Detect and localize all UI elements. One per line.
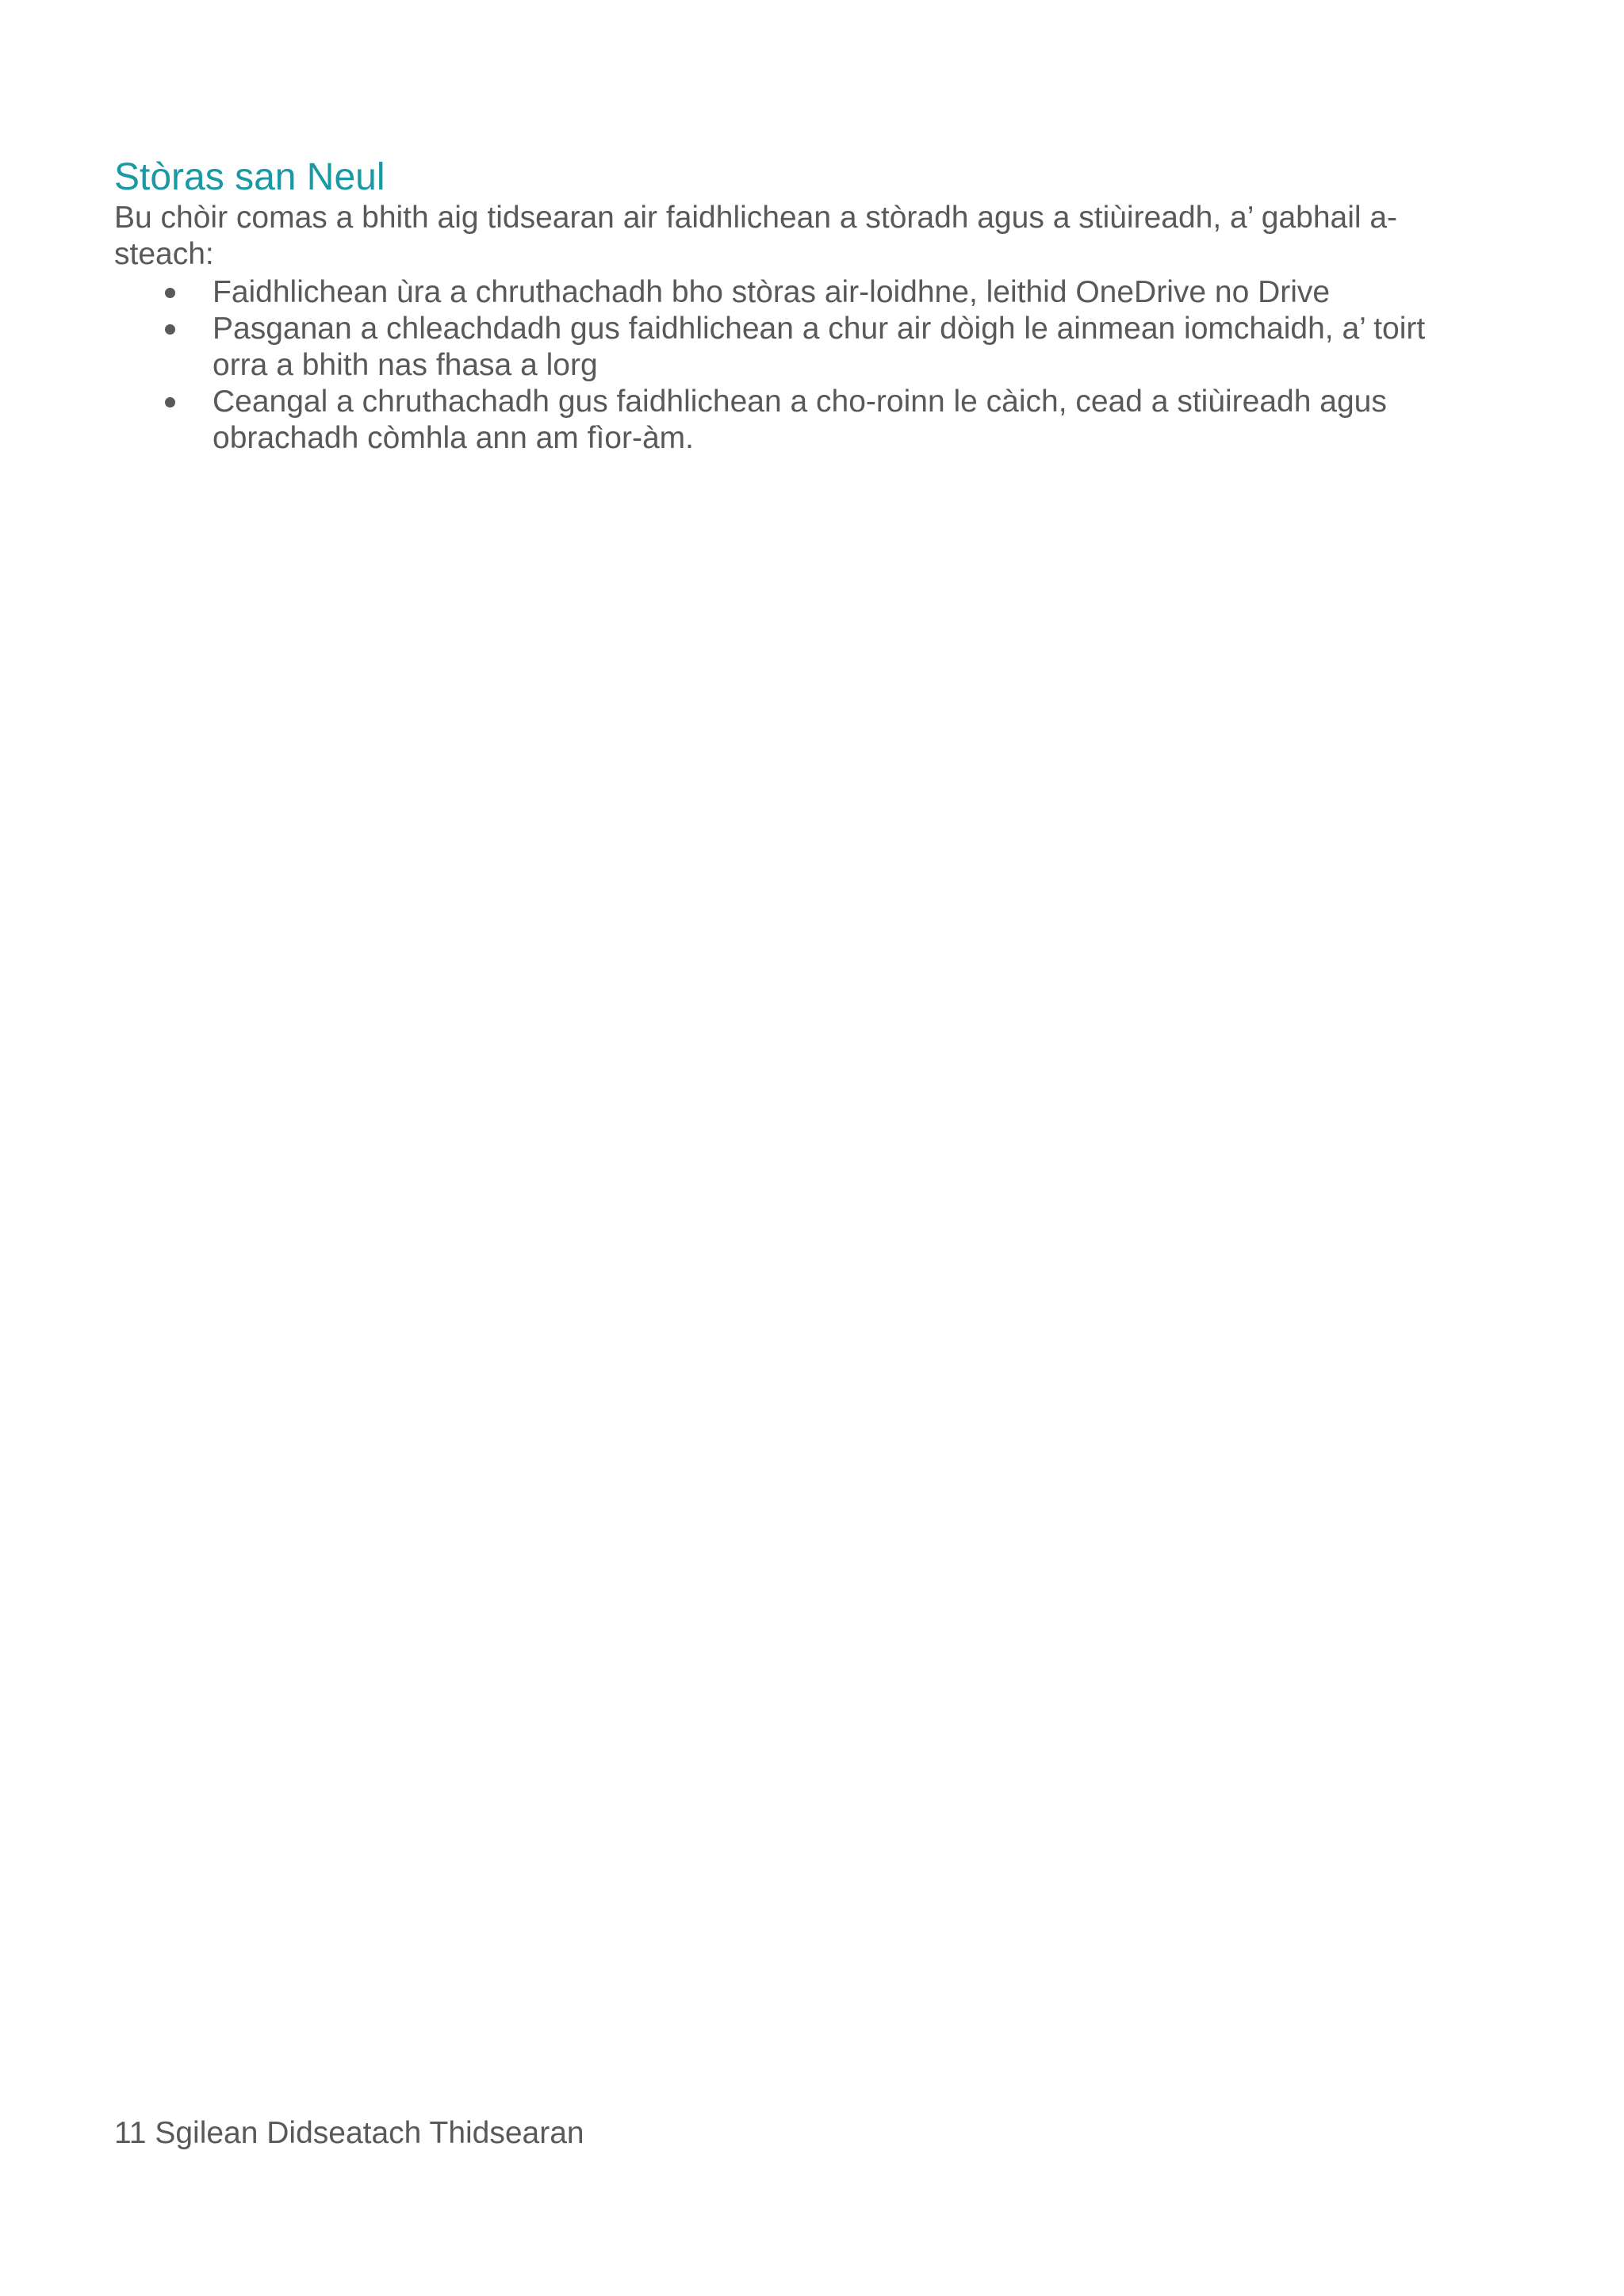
- bullet-line: Ceangal a chruthachadh gus faidhlichean a cho-roinn le càich, cead a stiùireadh agus: [213, 385, 1387, 419]
- bullet-line: Faidhlichean ùra a chruthachadh bho stòras air-loidhne, leithid OneDrive no Drive: [213, 275, 1331, 309]
- bullet-list: [114, 274, 1510, 457]
- intro-line: steach:: [114, 237, 214, 271]
- bullet-icon: [165, 288, 175, 298]
- bullet-line: orra a bhith nas fhasa a lorg: [213, 348, 598, 382]
- bullet-line: obrachadh còmhla ann am fìor-àm.: [213, 421, 694, 455]
- bullet-icon: [165, 397, 175, 408]
- bullet-item: [114, 311, 1510, 384]
- section-heading: Stòras san Neul: [114, 156, 385, 198]
- bullet-line: Pasganan a chleachdadh gus faidhlichean a chur air dòigh le ainmean iomchaidh, a’ toirt: [213, 312, 1426, 346]
- page-footer: 11 Sgilean Didseatach Thidsearan: [114, 2116, 584, 2150]
- intro-paragraph: [114, 200, 1494, 273]
- bullet-icon: [165, 324, 175, 335]
- intro-line: Bu chòir comas a bhith aig tidsearan air faidhlichean a stòradh agus a stiùireadh, a’ gabhail a-: [114, 201, 1398, 235]
- bullet-item: [114, 274, 1510, 311]
- bullet-item: [114, 384, 1510, 457]
